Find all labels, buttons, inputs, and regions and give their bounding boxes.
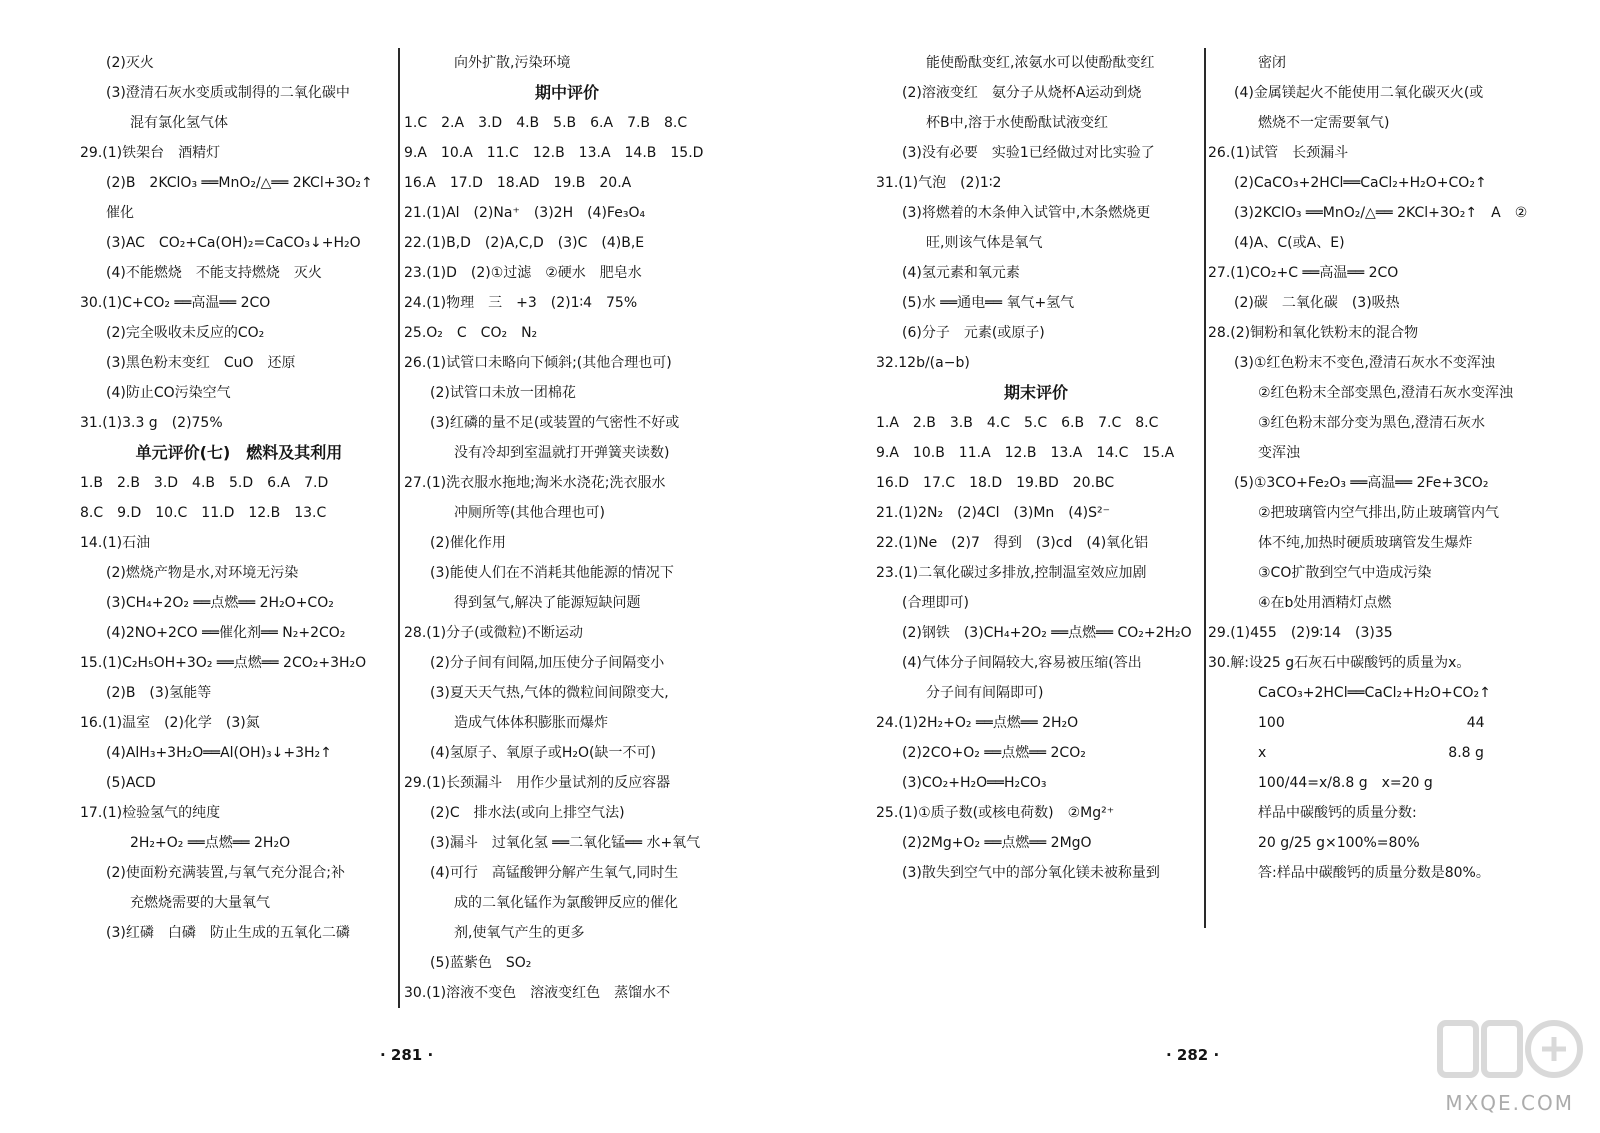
answer-line: 催化 <box>106 205 134 221</box>
answer-line: 29.(1)长颈漏斗 用作少量试剂的反应容器 <box>404 775 671 791</box>
watermark-text: MXQE.COM <box>1445 1091 1574 1115</box>
answer-line: 16.A 17.D 18.AD 19.B 20.A <box>404 175 632 191</box>
answer-line: 27.(1)CO₂+C ══高温══ 2CO <box>1208 265 1399 281</box>
answer-line: (3)①红色粉末不变色,澄清石灰水不变浑浊 <box>1234 355 1495 371</box>
answer-line: (2)碳 二氧化碳 (3)吸热 <box>1234 295 1400 311</box>
answer-line: (合理即可) <box>902 595 969 611</box>
answer-line: 答:样品中碳酸钙的质量分数是80%。 <box>1258 865 1490 881</box>
answer-line: 31.(1)3.3 g (2)75% <box>80 415 223 431</box>
answer-line: (2)完全吸收未反应的CO₂ <box>106 325 265 341</box>
answer-line: 8.C 9.D 10.C 11.D 12.B 13.C <box>80 505 327 521</box>
column-divider <box>1204 48 1206 928</box>
answer-line: 旺,则该气体是氧气 <box>926 235 1043 251</box>
answer-line: (2)催化作用 <box>430 535 506 551</box>
answer-line: (2)钢铁 (3)CH₄+2O₂ ══点燃══ CO₂+2H₂O <box>902 625 1192 641</box>
answer-line: (6)分子 元素(或原子) <box>902 325 1045 341</box>
answer-line: 28.(1)分子(或微粒)不断运动 <box>404 625 584 641</box>
answer-line: 26.(1)试管 长颈漏斗 <box>1208 145 1349 161</box>
answer-line: (4)可行 高锰酸钾分解产生氧气,同时生 <box>430 865 679 881</box>
answer-line: (5)ACD <box>106 775 156 791</box>
answer-line: 14.(1)石油 <box>80 535 151 551</box>
page-number: · 282 · <box>1166 1046 1220 1064</box>
answer-line: (2)分子间有间隔,加压使分子间隔变小 <box>430 655 665 671</box>
answer-line: 22.(1)B,D (2)A,C,D (3)C (4)B,E <box>404 235 645 251</box>
answer-line: (4)A、C(或A、E) <box>1234 235 1345 251</box>
answer-line: (4)气体分子间隔较大,容易被压缩(答出 <box>902 655 1142 671</box>
answer-line: (2)使面粉充满装置,与氧气充分混合;补 <box>106 865 345 881</box>
answer-line: CaCO₃+2HCl══CaCl₂+H₂O+CO₂↑ <box>1258 685 1491 701</box>
answer-line: (3)黑色粉末变红 CuO 还原 <box>106 355 296 371</box>
answer-line: 9.A 10.A 11.C 12.B 13.A 14.B 15.D <box>404 145 704 161</box>
answer-line: (5)水 ══通电══ 氧气+氢气 <box>902 295 1075 311</box>
answer-line: (4)氢元素和氧元素 <box>902 265 1020 281</box>
answer-line: 27.(1)洗衣服水拖地;淘米水浇花;洗衣服水 <box>404 475 666 491</box>
answer-line: 30.解:设25 g石灰石中碳酸钙的质量为x。 <box>1208 655 1471 671</box>
answer-line: 变浑浊 <box>1258 445 1300 461</box>
answer-line: ④在b处用酒精灯点燃 <box>1258 595 1392 611</box>
answer-line: 2H₂+O₂ ══点燃══ 2H₂O <box>130 835 291 851</box>
left-page-column-2 <box>404 48 730 1008</box>
answer-line: 21.(1)Al (2)Na⁺ (3)2H (4)Fe₃O₄ <box>404 205 646 221</box>
answer-line: (4)金属镁起火不能使用二氧化碳灭火(或 <box>1234 85 1484 101</box>
answer-line: 密闭 <box>1258 55 1286 71</box>
answer-line: 29.(1)铁架台 酒精灯 <box>80 145 221 161</box>
answer-line: (3)红磷 白磷 防止生成的五氧化二磷 <box>106 925 350 941</box>
answer-line: 24.(1)2H₂+O₂ ══点燃══ 2H₂O <box>876 715 1079 731</box>
section-heading: 期中评价 <box>534 83 599 102</box>
answer-line: 杯B中,溶于水使酚酞试液变红 <box>926 115 1109 131</box>
page-number: · 281 · <box>380 1046 434 1064</box>
answer-line: 100 44 <box>1258 715 1485 731</box>
answer-line: 向外扩散,污染环境 <box>454 55 571 71</box>
answer-line: 没有冷却到室温就打开弹簧夹读数) <box>454 445 670 461</box>
answer-line: 20 g/25 g×100%=80% <box>1258 835 1420 851</box>
answer-line: (5)蓝紫色 SO₂ <box>430 955 532 971</box>
answer-line: (4)AlH₃+3H₂O══Al(OH)₃↓+3H₂↑ <box>106 745 332 761</box>
answer-line: 23.(1)D (2)①过滤 ②硬水 肥皂水 <box>404 265 642 281</box>
answer-line: 30.(1)C+CO₂ ══高温══ 2CO <box>80 295 271 311</box>
answer-line: 25.(1)①质子数(或核电荷数) ②Mg²⁺ <box>876 805 1115 821</box>
answer-line: (2)CaCO₃+2HCl══CaCl₂+H₂O+CO₂↑ <box>1234 175 1487 191</box>
answer-line: 充燃烧需要的大量氧气 <box>130 895 270 911</box>
section-heading: 单元评价(七) 燃料及其利用 <box>135 443 343 462</box>
answer-line: 体不纯,加热时硬质玻璃管发生爆炸 <box>1258 535 1473 551</box>
answer-line: 29.(1)455 (2)9∶14 (3)35 <box>1208 625 1393 641</box>
answer-line: (4)不能燃烧 不能支持燃烧 灭火 <box>106 265 322 281</box>
answer-line: (3)CH₄+2O₂ ══点燃══ 2H₂O+CO₂ <box>106 595 334 611</box>
answer-line: (2)灭火 <box>106 55 154 71</box>
answer-line: x 8.8 g <box>1258 745 1484 761</box>
answer-line: (4)2NO+2CO ══催化剂══ N₂+2CO₂ <box>106 625 346 641</box>
answer-line: 15.(1)C₂H₅OH+3O₂ ══点燃══ 2CO₂+3H₂O <box>80 655 367 671</box>
answer-line: 1.B 2.B 3.D 4.B 5.D 6.A 7.D <box>80 475 329 491</box>
answer-line: (2)燃烧产物是水,对环境无污染 <box>106 565 299 581</box>
answer-line: (3)漏斗 过氧化氢 ══二氧化锰══ 水+氧气 <box>430 835 701 851</box>
section-heading: 期末评价 <box>1003 383 1068 402</box>
right-page <box>800 0 1600 1133</box>
column-divider <box>398 48 400 1008</box>
answer-line: 得到氢气,解决了能源短缺问题 <box>454 595 641 611</box>
answer-line: (2)B 2KClO₃ ══MnO₂/△══ 2KCl+3O₂↑ <box>106 175 373 191</box>
answer-line: (2)2CO+O₂ ══点燃══ 2CO₂ <box>902 745 1086 761</box>
answer-line: 1.A 2.B 3.B 4.C 5.C 6.B 7.C 8.C <box>876 415 1159 431</box>
answer-line: ②红色粉末全部变黑色,澄清石灰水变浑浊 <box>1258 385 1513 401</box>
right-page-column-2 <box>1208 48 1548 888</box>
answer-line: 16.(1)温室 (2)化学 (3)氮 <box>80 715 260 731</box>
answer-line: (3)夏天天气热,气体的微粒间间隙变大, <box>430 685 669 701</box>
answer-line: 26.(1)试管口未略向下倾斜;(其他合理也可) <box>404 355 672 371</box>
answer-line: 23.(1)二氧化碳过多排放,控制温室效应加剧 <box>876 565 1147 581</box>
answer-line: (4)防止CO污染空气 <box>106 385 231 401</box>
answer-line: 100/44=x/8.8 g x=20 g <box>1258 775 1433 791</box>
answer-line: 30.(1)溶液不变色 溶液变红色 蒸馏水不 <box>404 985 671 1001</box>
answer-line: (3)2KClO₃ ══MnO₂/△══ 2KCl+3O₂↑ A ② <box>1234 205 1528 221</box>
answer-line: 冲厕所等(其他合理也可) <box>454 505 605 521</box>
right-page-column-1 <box>876 48 1196 888</box>
answer-line: 32.12b/(a−b) <box>876 355 970 371</box>
answer-line: 燃烧不一定需要氧气) <box>1258 115 1390 131</box>
answer-line: (3)能使人们在不消耗其他能源的情况下 <box>430 565 674 581</box>
left-page-column-1 <box>80 48 398 948</box>
answer-line: ②把玻璃管内空气排出,防止玻璃管内气 <box>1258 505 1499 521</box>
answer-line: 分子间有间隔即可) <box>926 685 1044 701</box>
answer-line: 17.(1)检验氢气的纯度 <box>80 805 221 821</box>
answer-line: 9.A 10.B 11.A 12.B 13.A 14.C 15.A <box>876 445 1175 461</box>
answer-line: (5)①3CO+Fe₂O₃ ══高温══ 2Fe+3CO₂ <box>1234 475 1489 491</box>
answer-line: (3)澄清石灰水变质或制得的二氧化碳中 <box>106 85 350 101</box>
answer-line: 样品中碳酸钙的质量分数: <box>1258 805 1417 821</box>
answer-line: 造成气体体积膨胀而爆炸 <box>454 715 608 731</box>
answer-line: (3)将燃着的木条伸入试管中,木条燃烧更 <box>902 205 1151 221</box>
answer-line: 22.(1)Ne (2)7 得到 (3)cd (4)氧化铝 <box>876 535 1149 551</box>
answer-line: (2)2Mg+O₂ ══点燃══ 2MgO <box>902 835 1092 851</box>
answer-line: (2)C 排水法(或向上排空气法) <box>430 805 625 821</box>
answer-line: (3)红磷的量不足(或装置的气密性不好或 <box>430 415 680 431</box>
answer-line: 24.(1)物理 三 +3 (2)1∶4 75% <box>404 295 638 311</box>
answer-line: (3)散失到空气中的部分氧化镁未被称量到 <box>902 865 1160 881</box>
answer-line: 28.(2)铜粉和氧化铁粉末的混合物 <box>1208 325 1419 341</box>
answer-line: 剂,使氧气产生的更多 <box>454 925 585 941</box>
answer-line: 1.C 2.A 3.D 4.B 5.B 6.A 7.B 8.C <box>404 115 688 131</box>
answer-line: ③红色粉末部分变为黑色,澄清石灰水 <box>1258 415 1486 431</box>
answer-line: 成的二氧化锰作为氯酸钾反应的催化 <box>454 895 678 911</box>
answer-line: (2)溶液变红 氨分子从烧杯A运动到烧 <box>902 85 1142 101</box>
answer-line: 25.O₂ C CO₂ N₂ <box>404 325 538 341</box>
answer-line: 21.(1)2N₂ (2)4Cl (3)Mn (4)S²⁻ <box>876 505 1110 521</box>
answer-line: 31.(1)气泡 (2)1∶2 <box>876 175 1002 191</box>
answer-line: (3)CO₂+H₂O══H₂CO₃ <box>902 775 1047 791</box>
answer-line: ③CO扩散到空气中造成污染 <box>1258 565 1432 581</box>
answer-line: (2)试管口未放一团棉花 <box>430 385 576 401</box>
answer-line: 混有氯化氢气体 <box>130 115 228 131</box>
answer-line: (3)没有必要 实验1已经做过对比实验了 <box>902 145 1155 161</box>
answer-line: (4)氢原子、氧原子或H₂O(缺一不可) <box>430 745 656 761</box>
answer-line: (3)AC CO₂+Ca(OH)₂=CaCO₃↓+H₂O <box>106 235 361 251</box>
answer-line: (2)B (3)氢能等 <box>106 685 212 701</box>
answer-line: 16.D 17.C 18.D 19.BD 20.BC <box>876 475 1115 491</box>
answer-line: 能使酚酞变红,浓氨水可以使酚酞变红 <box>926 55 1155 71</box>
